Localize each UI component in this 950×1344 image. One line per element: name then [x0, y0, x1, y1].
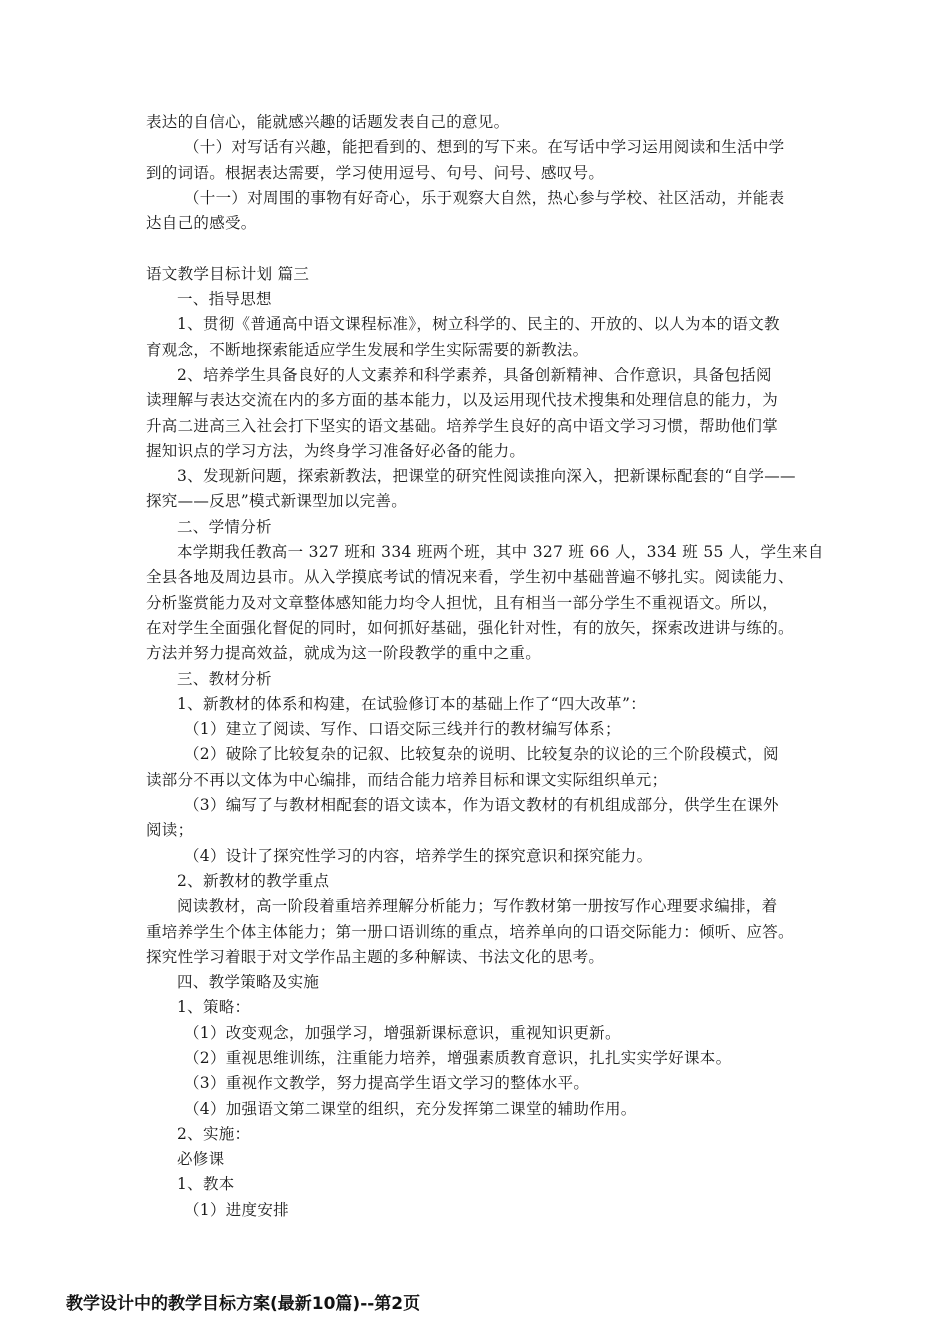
text-line: 分析鉴赏能力及对文章整体感知能力均令人担忧，且有相当一部分学生不重视语文。所以，	[146, 593, 779, 612]
text-line: （4）加强语文第二课堂的组织，充分发挥第二课堂的辅助作用。	[184, 1099, 637, 1118]
text-line: 探究性学习着眼于对文学作品主题的多种解读、书法文化的思考。	[146, 947, 605, 966]
text-line: 2、实施：	[177, 1124, 251, 1143]
text-line: 读部分不再以文体为中心编排，而结合能力培养目标和课文实际组织单元；	[146, 770, 668, 789]
paragraph-gap	[146, 236, 808, 261]
text-line: （1）建立了阅读、写作、口语交际三线并行的教材编写体系；	[184, 720, 621, 739]
text-line: （2）重视思维训练，注重能力培养，增强素质教育意识，扎扎实实学好课本。	[184, 1048, 732, 1067]
text-line: 3、发现新问题，探索新教法，把课堂的研究性阅读推向深入，把新课标配套的“自学——	[177, 467, 796, 486]
text-line: 2、新教材的教学重点	[177, 871, 330, 890]
text-line: 到的词语。根据表达需要，学习使用逗号、句号、问号、感叹号。	[146, 163, 605, 182]
section-title: 语文教学目标计划 篇三	[146, 264, 310, 283]
text-line: （2）破除了比较复杂的记叙、比较复杂的说明、比较复杂的议论的三个阶段模式，阅	[184, 745, 779, 764]
text-line: （3）编写了与教材相配套的语文读本，作为语文教材的有机组成部分，供学生在课外	[184, 796, 779, 815]
text-line: 握知识点的学习方法，为终身学习准备好必备的能力。	[146, 441, 526, 460]
text-line: 升高二进高三入社会打下坚实的语文基础。培养学生良好的高中语文学习习惯，帮助他们掌	[146, 416, 779, 435]
text-line: 在对学生全面强化督促的同时，如何抓好基础，强化针对性，有的放矢，探索改进讲与练的。	[146, 618, 794, 637]
text-line: 读理解与表达交流在内的多方面的基本能力，以及运用现代技术搜集和处理信息的能力，为	[146, 391, 779, 410]
document-body	[146, 110, 824, 1223]
text-line: 1、策略：	[177, 998, 251, 1017]
text-line: 达自己的感受。	[146, 214, 257, 233]
heading-teaching-strategy: 四、教学策略及实施	[177, 973, 320, 992]
text-line: （1）进度安排	[184, 1200, 289, 1219]
text-line: 探究——反思”模式新课型加以完善。	[146, 492, 408, 511]
text-line: 1、新教材的体系和构建，在试验修订本的基础上作了“四大改革”：	[177, 694, 647, 713]
text-line: （1）改变观念，加强学习，增强新课标意识，重视知识更新。	[184, 1023, 621, 1042]
page-footer: 教学设计中的教学目标方案(最新10篇)--第2页	[66, 1294, 421, 1314]
text-line: 表达的自信心，能就感兴趣的话题发表自己的意见。	[146, 113, 510, 131]
text-line: （十一）对周围的事物有好奇心，乐于观察大自然，热心参与学校、社区活动，并能表	[184, 188, 785, 207]
text-line: 阅读；	[146, 821, 194, 840]
text-line: 2、培养学生具备良好的人文素养和科学素养，具备创新精神、合作意识，具备包括阅	[177, 365, 772, 384]
text-line: 必修课	[177, 1150, 225, 1169]
heading-guiding-thought: 一、指导思想	[177, 290, 272, 309]
text-line: 方法并努力提高效益，就成为这一阶段教学的重中之重。	[146, 644, 542, 663]
heading-textbook-analysis: 三、教材分析	[177, 669, 272, 688]
text-line: 1、贯彻《普通高中语文课程标准》，树立科学的、民主的、开放的、以人为本的语文教	[177, 315, 780, 334]
text-line: 重培养学生个体主体能力；第一册口语训练的重点，培养单向的口语交际能力：倾听、应答。	[146, 922, 794, 941]
text-line: 阅读教材，高一阶段着重培养理解分析能力；写作教材第一册按写作心理要求编排，着	[177, 897, 778, 916]
text-line: 育观念，不断地探索能适应学生发展和学生实际需要的新教法。	[146, 340, 589, 359]
text-line: （十）对写话有兴趣，能把看到的、想到的写下来。在写话中学习运用阅读和生活中学	[184, 138, 785, 157]
text-line: （4）设计了探究性学习的内容，培养学生的探究意识和探究能力。	[184, 846, 653, 865]
heading-student-analysis: 二、学情分析	[177, 517, 272, 536]
text-line: （3）重视作文教学，努力提高学生语文学习的整体水平。	[184, 1074, 590, 1093]
text-line: 本学期我任教高一 327 班和 334 班两个班，其中 327 班 66 人，334 班 55 人，学生来自	[177, 543, 824, 562]
text-line: 全县各地及周边县市。从入学摸底考试的情况来看，学生初中基础普遍不够扎实。阅读能力、	[146, 568, 794, 587]
text-line: 1、教本	[177, 1175, 235, 1194]
